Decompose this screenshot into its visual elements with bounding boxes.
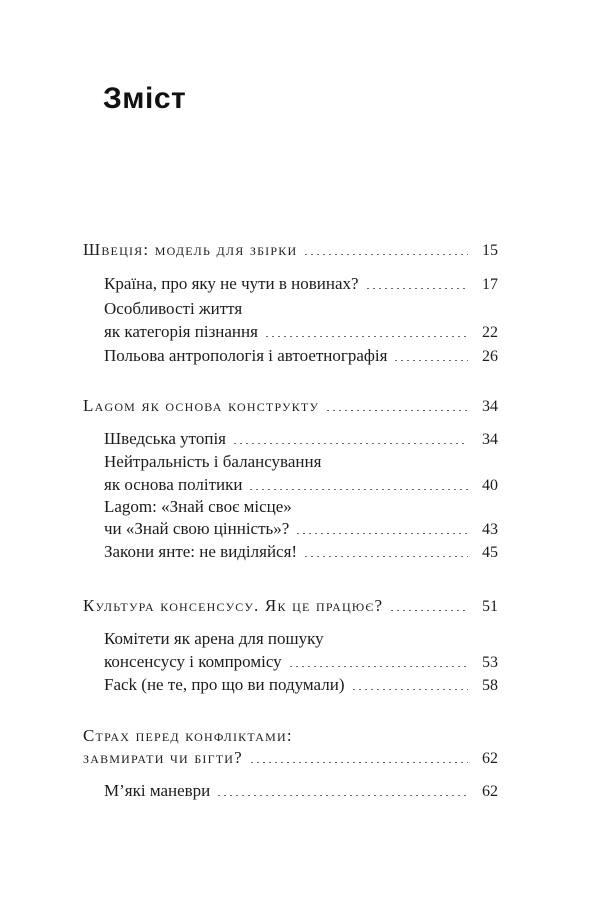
toc-section-line[interactable] [104,495,498,519]
toc-page-number: 45 [482,544,498,561]
toc-page-number: 17 [482,276,498,293]
dot-leader [325,410,468,411]
toc-entry-title: Комітети як арена для пошуку [104,629,324,648]
toc-page-number: 51 [482,598,498,615]
dot-leader [303,556,468,557]
toc-entry-title: Культура консенсусу. Як це працює? [83,596,384,615]
toc-entry-title: Lagom як основа конструкту [83,396,320,415]
toc-chapter-line[interactable] [83,724,498,748]
toc-page-number: 34 [482,398,498,415]
toc-section[interactable] [104,673,498,697]
toc-section[interactable] [104,344,498,368]
toc-entry-title: М’які маневри [104,781,211,800]
toc-section-line[interactable] [104,297,498,321]
toc-entry-title: як категорія пізнання [104,322,258,341]
dot-leader [351,689,469,690]
toc-page-number: 22 [482,324,498,341]
toc-page-number: 62 [482,783,498,800]
toc-section[interactable] [104,427,498,451]
toc-page-number: 43 [482,521,498,538]
dot-leader [264,336,468,337]
toc-entry-title: Страх перед конфліктами: [83,726,293,745]
dot-leader [365,288,468,289]
toc-section-line[interactable] [104,450,498,474]
toc-page-number: 34 [482,431,498,448]
toc-section[interactable] [104,473,498,497]
toc-entry-title: Польова антропологія і автоетнографія [104,346,388,365]
toc-entry-title: Lagom: «Знай своє місце» [104,497,292,516]
toc-page-number: 40 [482,477,498,494]
toc-section[interactable] [104,540,498,564]
toc-page-number: 62 [482,750,498,767]
dot-leader [295,533,468,534]
dot-leader [389,610,468,611]
toc-entry-title: Швеція: модель для збірки [83,240,298,259]
toc-entry-title: завмирати чи бігти? [83,748,243,767]
toc-entry-title: Шведська утопія [104,429,226,448]
toc-entry-title: Особливості життя [104,299,243,318]
toc-entry-title: Закони янте: не виділяйся! [104,542,298,561]
dot-leader [393,360,468,361]
toc-section-line[interactable] [104,627,498,651]
dot-leader [232,443,468,444]
dot-leader [216,795,468,796]
page-title: Зміст [103,82,187,115]
toc-section[interactable] [104,650,498,674]
toc-entry-title: консенсусу і компромісу [104,652,282,671]
dot-leader [303,254,468,255]
toc-chapter[interactable] [83,238,498,262]
toc-section[interactable] [104,272,498,296]
dot-leader [248,489,468,490]
toc-entry-title: чи «Знай свою цінність»? [104,519,290,538]
toc-section[interactable] [104,517,498,541]
toc-entry-title: як основа політики [104,475,243,494]
toc-chapter[interactable] [83,394,498,418]
toc-page-number: 26 [482,348,498,365]
toc-section[interactable] [104,320,498,344]
toc-entry-title: Fack (не те, про що ви подумали) [104,675,345,694]
toc-page-number: 53 [482,654,498,671]
toc-chapter[interactable] [83,746,498,770]
dot-leader [249,762,468,763]
toc-chapter[interactable] [83,594,498,618]
toc-section[interactable] [104,779,498,803]
toc-page-number: 15 [482,242,498,259]
toc-entry-title: Країна, про яку не чути в новинах? [104,274,359,293]
dot-leader [288,666,468,667]
toc-page-number: 58 [482,677,498,694]
toc-entry-title: Нейтральність і балансування [104,452,322,471]
